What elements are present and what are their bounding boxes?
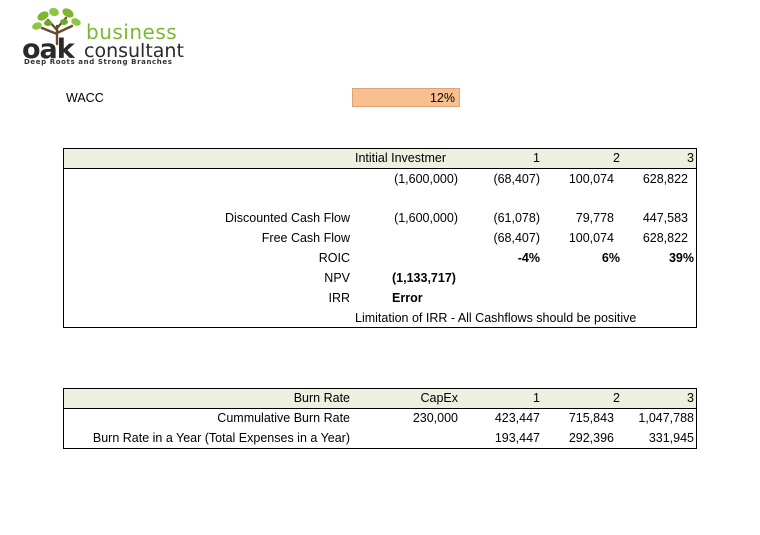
dcf-header-year-1: 1 <box>533 151 540 165</box>
cumulative-burn-y3: 1,047,788 <box>638 411 694 425</box>
annual-burn-label: Burn Rate in a Year (Total Expenses in a Year) <box>92 431 350 445</box>
wacc-label: WACC <box>66 91 104 105</box>
burn-header-label: Burn Rate <box>293 391 350 405</box>
cumulative-burn-label: Cummulative Burn Rate <box>217 411 350 425</box>
dcf-row-y3: 447,583 <box>642 211 688 225</box>
annual-burn-y1: 193,447 <box>494 431 540 445</box>
roic-row-y3: 39% <box>668 251 694 265</box>
irr-label: IRR <box>328 291 350 305</box>
fcf-row-y2: 100,074 <box>568 231 614 245</box>
roic-row-label: ROIC <box>318 251 350 265</box>
burn-header-year-1: 1 <box>533 391 540 405</box>
dcf-row-y2: 79,778 <box>575 211 614 225</box>
burn-rate-table-header <box>64 389 696 409</box>
dcf-row-label: Discounted Cash Flow <box>224 211 350 225</box>
fcf-row-y1: (68,407) <box>493 231 540 245</box>
irr-limitation-note: Limitation of IRR - All Cashflows should be positive <box>355 311 637 325</box>
wacc-value: 12% <box>429 91 455 105</box>
wacc-input-cell[interactable] <box>352 88 460 107</box>
logo-word-consultant: consultant <box>84 40 184 62</box>
burn-header-year-3: 3 <box>687 391 694 405</box>
dcf-header-year-2: 2 <box>613 151 620 165</box>
roic-row-y1: -4% <box>517 251 540 265</box>
dcf-header-year-3: 3 <box>687 151 694 165</box>
logo-tagline: Deep Roots and Strong Branches <box>24 58 173 66</box>
dcf-top-y2: 100,074 <box>568 172 614 186</box>
cumulative-burn-y2: 715,843 <box>568 411 614 425</box>
burn-header-year-2: 2 <box>613 391 620 405</box>
fcf-row-label: Free Cash Flow <box>261 231 350 245</box>
logo-word-oak: oak <box>22 34 74 65</box>
npv-label: NPV <box>324 271 350 285</box>
dcf-top-y1: (68,407) <box>493 172 540 186</box>
dcf-row-y1: (61,078) <box>493 211 540 225</box>
npv-value: (1,133,717) <box>392 271 456 285</box>
cumulative-burn-capex: 230,000 <box>412 411 458 425</box>
dcf-top-initial: (1,600,000) <box>394 172 458 186</box>
dcf-header-initial: Intitial Investmer <box>355 151 447 165</box>
company-logo <box>20 6 190 70</box>
cumulative-burn-y1: 423,447 <box>494 411 540 425</box>
roic-row-y2: 6% <box>601 251 620 265</box>
irr-value: Error <box>392 291 423 305</box>
annual-burn-y2: 292,396 <box>568 431 614 445</box>
logo-word-business: business <box>86 20 178 44</box>
fcf-row-y3: 628,822 <box>642 231 688 245</box>
dcf-row-initial: (1,600,000) <box>394 211 458 225</box>
dcf-top-y3: 628,822 <box>642 172 688 186</box>
burn-header-capex: CapEx <box>420 391 458 405</box>
annual-burn-y3: 331,945 <box>648 431 694 445</box>
